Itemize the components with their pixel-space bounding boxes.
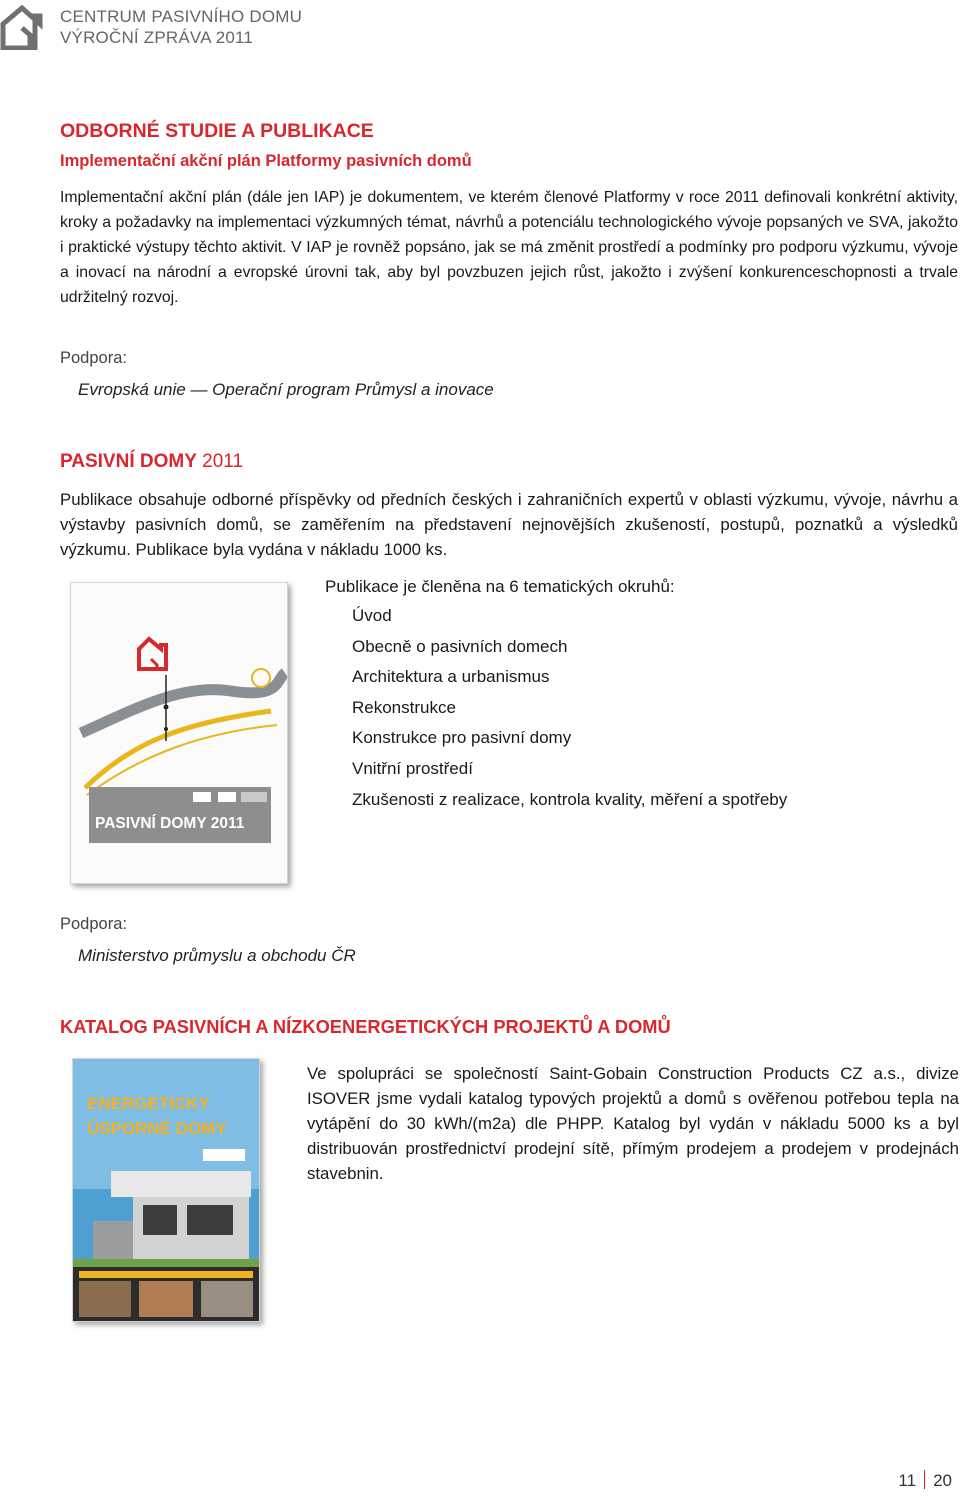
section-heading-katalog: KATALOG PASIVNÍCH A NÍZKOENERGETICKÝCH PROJEKTŮ A DOMŮ [60,1016,671,1037]
topics-intro: Publikace je členěna na 6 tematických okruhů: [325,577,675,596]
section-heading-studies: ODBORNÉ STUDIE A PUBLIKACE [60,120,374,142]
section-heading-pasivni-domy [60,451,243,473]
iap-paragraph: Implementační akční plán (dále jen IAP) je dokumentem, ve kterém členové Platformy v roce 2011 definovali konkrétní aktivity, kroky a požadavky na implementaci výzkumných témat, návrhů a potenciálu technologického vývoje popsaných ve SVA, jakožto i praktické výstupy těchto aktivit. V IAP je rovněž popsáno, jak se má změnit prostředí a podmínky pro podporu výzkumu, vývoje a inovací na národní a evropské úrovni tak, aby byl povzbuzen jejich růst, jakožto i zvýšení konkurenceschopnosti a trvale udržitelný rozvoj. [60,189,958,306]
publication-paragraph: Publikace obsahuje odborné příspěvky od předních českých i zahraničních expertů v oblasti výzkumu, vývoje, návrhu a výstavby pasivních domů, se zaměřením na představení nejnovějších zkušeností, postupů, poznatků a výsledků výzkumu. Publikace byla vydána v nákladu 1000 ks. [60,490,958,559]
book-cover-katalog [72,1058,260,1322]
org-name: CENTRUM PASIVNÍHO DOMU [60,7,303,26]
list-item: Vnitřní prostředí [352,758,473,778]
topics-list [352,601,787,815]
cover-title: PASIVNÍ DOMY 2011 [95,815,245,832]
page-number [898,1470,952,1491]
support-label: Podpora: [60,915,127,933]
page-header [0,0,960,60]
list-item: Zkušenosti z realizace, kontrola kvality, měření a spotřeby [352,789,788,809]
list-item: Konstrukce pro pasivní domy [352,728,572,748]
report-title: VÝROČNÍ ZPRÁVA 2011 [60,28,254,47]
list-item: Rekonstrukce [352,697,456,717]
house-logo-icon [0,4,44,50]
cover-artwork [71,583,287,883]
book-cover-pasivni-domy [70,582,288,884]
page-separator [924,1470,925,1489]
list-item: Obecně o pasivních domech [352,636,568,656]
cover-line1: ENERGETICKY [87,1094,210,1113]
list-item: Úvod [352,606,392,625]
total-pages: 20 [933,1471,952,1490]
heading-year: 2011 [202,451,244,472]
support-eu: Evropská unie — Operační program Průmysl a inovace [78,380,494,399]
header-text [60,6,302,48]
current-page: 11 [898,1471,917,1490]
cover-line2: ÚSPORNÉ DOMY [87,1119,227,1138]
katalog-paragraph: Ve spolupráci se společností Saint-Gobain Construction Products CZ a.s., divize ISOVER jsme vydali katalog typových projektů a domů s ověřenou potřebou tepla na vytápění do 30 kWh/(m2a) dle PHPP. Katalog byl vydán v nákladu 5000 ks a byl distribuován prostřednictví prodejní sítě, přímým prodejem a prodejem v prodejnách stavebnin. [307,1064,959,1183]
support-mpo: Ministerstvo průmyslu a obchodu ČR [78,946,356,965]
heading-word: PASIVNÍ DOMY [60,451,197,472]
support-label: Podpora: [60,349,127,367]
subheading-iap: Implementační akční plán Platformy pasivních domů [60,152,472,170]
cover-artwork [73,1059,259,1321]
list-item: Architektura a urbanismus [352,667,550,687]
